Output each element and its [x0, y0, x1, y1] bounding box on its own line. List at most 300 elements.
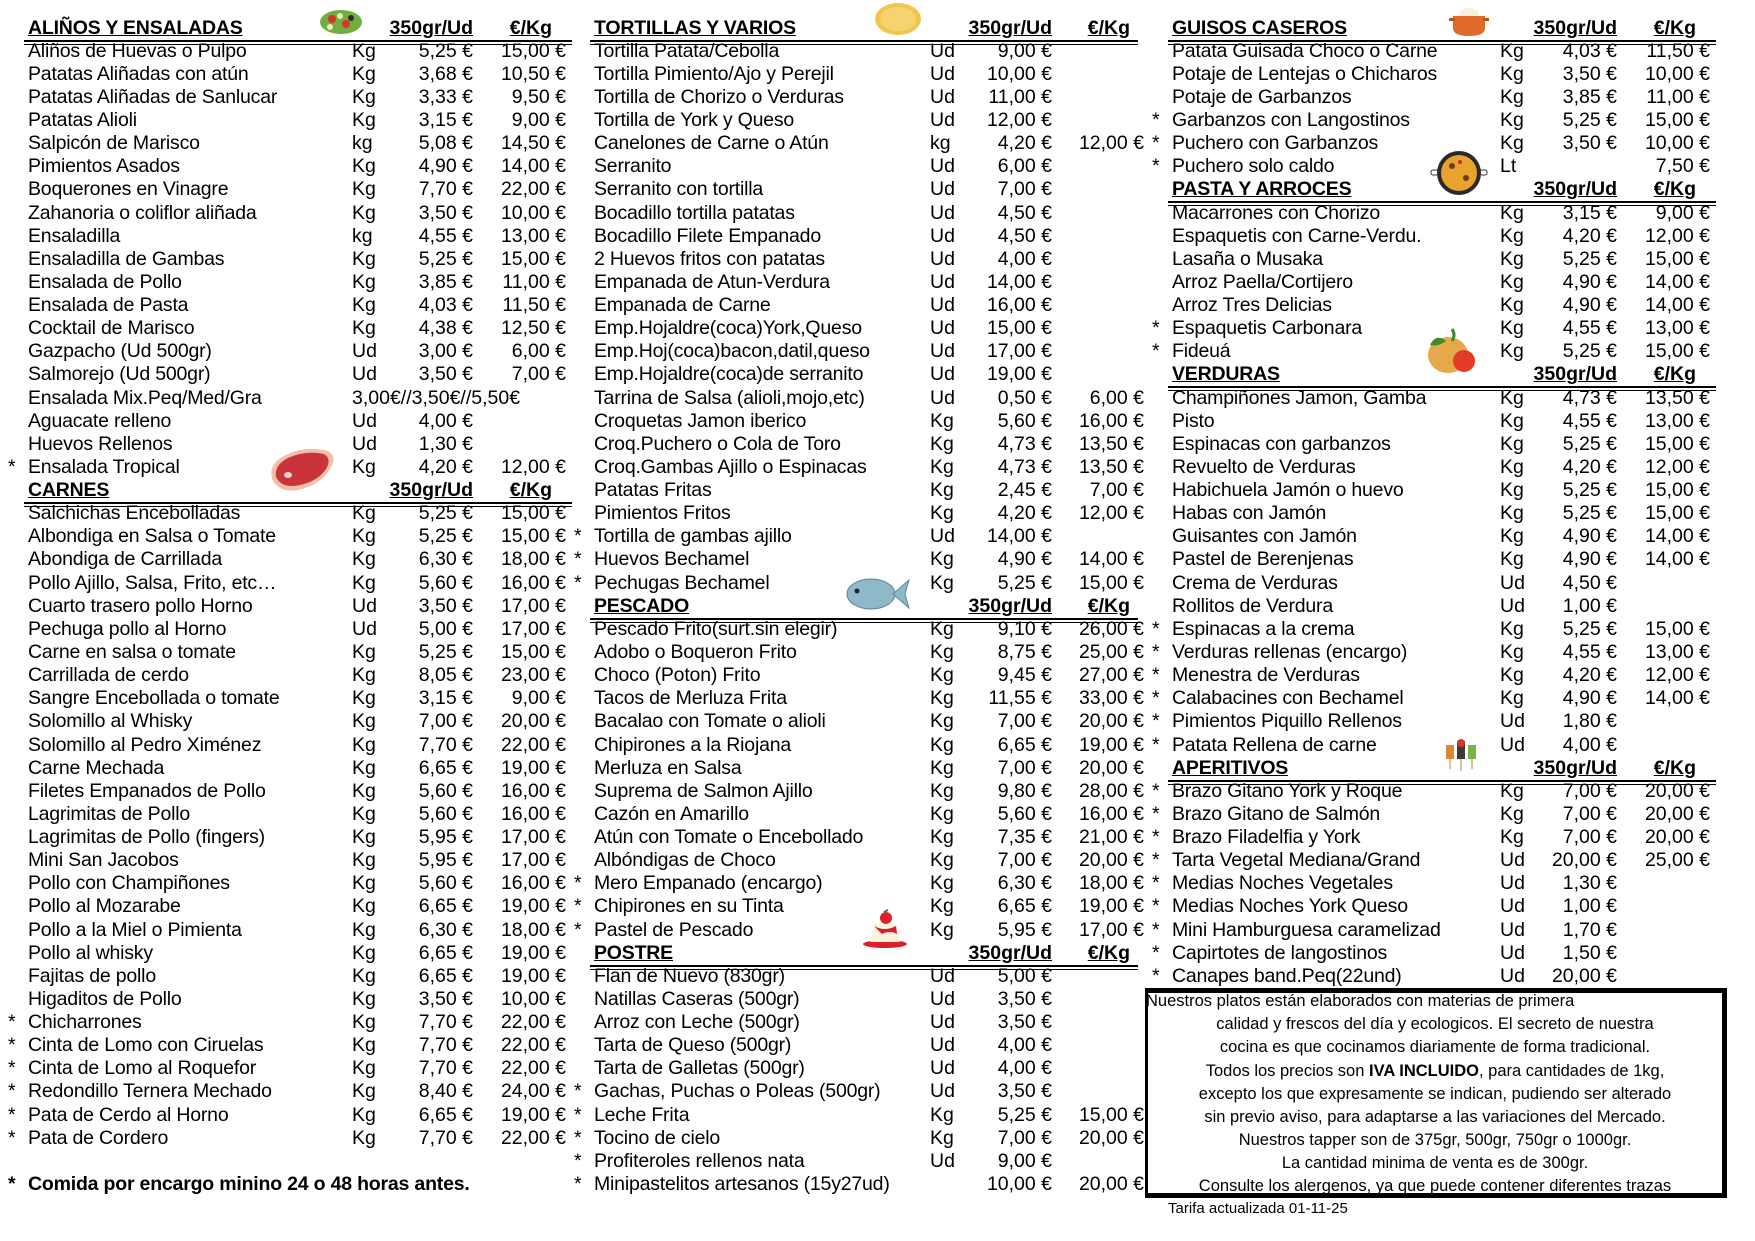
portion-price: 5,60 €	[997, 409, 1052, 432]
item-name: Aguacate relleno	[28, 409, 172, 432]
item-name: Capirtotes de langostinos	[1172, 941, 1388, 964]
item-name: Cocktail de Marisco	[28, 317, 195, 340]
menu-item	[28, 779, 588, 803]
item-unit: Kg	[352, 294, 376, 317]
item-unit: Kg	[352, 1126, 376, 1149]
portion-price: 20,00 €	[1551, 849, 1617, 872]
item-unit: Ud	[930, 109, 955, 132]
menu-item	[28, 756, 588, 780]
item-unit: Kg	[930, 1103, 954, 1126]
item-unit: Kg	[352, 455, 376, 478]
item-unit: Kg	[930, 432, 954, 455]
column-left	[8, 0, 574, 1241]
price-per-kg: 22,00 €	[500, 733, 566, 756]
portion-price: 7,00 €	[1562, 826, 1617, 849]
item-unit: Kg	[352, 502, 376, 525]
item-name: Habichuela Jamón o huevo	[1172, 479, 1404, 502]
price-per-kg: 15,00 €	[1644, 432, 1710, 455]
menu-item	[28, 62, 588, 86]
price-per-kg: 20,00 €	[1078, 1173, 1144, 1195]
portion-price: 4,73 €	[1562, 386, 1617, 409]
item-name: Patatas Aliñadas de Sanlucar	[28, 85, 278, 108]
price-per-kg: 12,00 €	[1644, 455, 1710, 478]
portion-price: 6,30 €	[418, 918, 473, 941]
portion-price: 3,33 €	[418, 85, 473, 108]
portion-price: 5,95 €	[997, 918, 1052, 941]
order-ahead-asterisk: *	[8, 1057, 16, 1080]
item-unit: Ud	[930, 1080, 955, 1103]
price-per-kg: 13,50 €	[1078, 432, 1144, 455]
portion-price: 15,00 €	[986, 317, 1052, 340]
price-per-kg: 20,00 €	[1078, 849, 1144, 872]
price-per-kg: 14,00 €	[1078, 548, 1144, 571]
price-per-kg: 15,00 €	[1644, 617, 1710, 640]
item-unit: Ud	[930, 1057, 955, 1080]
item-name: Bocadillo tortilla patatas	[594, 201, 795, 224]
skewers-icon	[1440, 735, 1480, 773]
menu-item	[594, 987, 1154, 1011]
item-name: Tortilla Patata/Cebolla	[594, 39, 780, 62]
item-name: Aliños de Huevas o Pulpo	[28, 39, 247, 62]
order-ahead-asterisk: *	[1152, 710, 1160, 733]
portion-price: 3,85 €	[1562, 85, 1617, 108]
portion-price: 4,00 €	[1562, 733, 1617, 756]
item-name: Tarrina de Salsa (alioli,mojo,etc)	[594, 386, 865, 409]
menu-item	[28, 617, 588, 641]
price-per-kg: 11,00 €	[1646, 85, 1710, 108]
item-unit: Kg	[930, 502, 954, 525]
item-unit: Kg	[930, 710, 954, 733]
menu-item	[8, 1079, 588, 1103]
portion-price: 5,25 €	[418, 39, 473, 62]
portion-price: 6,30 €	[997, 872, 1052, 895]
item-name: Revuelto de Verduras	[1172, 455, 1356, 478]
price-per-kg: 23,00 €	[500, 664, 566, 687]
item-unit: Kg	[930, 849, 954, 872]
portion-price: 6,00 €	[997, 155, 1052, 178]
price-per-kg: 15,00 €	[500, 641, 566, 663]
portion-price: 4,55 €	[1562, 641, 1617, 663]
price-per-kg-header: €/Kg	[509, 16, 552, 39]
item-name: Verduras rellenas (encargo)	[1172, 641, 1408, 663]
menu-item	[28, 131, 588, 155]
item-name: Carne en salsa o tomate	[28, 641, 236, 663]
menu-item	[28, 547, 588, 571]
item-unit: Kg	[352, 62, 376, 85]
portion-price: 5,25 €	[418, 247, 473, 270]
item-unit: Kg	[352, 733, 376, 756]
item-name: Potaje de Garbanzos	[1172, 85, 1352, 108]
price-per-kg: 21,00 €	[1078, 826, 1144, 849]
item-unit: Kg	[930, 918, 954, 941]
stew-pot-icon	[1448, 2, 1490, 38]
price-per-kg: 33,00 €	[1078, 687, 1144, 710]
item-name: Tortilla de Chorizo o Verduras	[594, 85, 844, 108]
item-name: Salchichas Encebolladas	[28, 502, 241, 525]
menu-item	[574, 524, 1154, 548]
menu-item	[1172, 409, 1732, 433]
item-name: Tortilla Pimiento/Ajo y Perejil	[594, 62, 834, 85]
portion-price: 4,20 €	[997, 132, 1052, 155]
item-name: Calabacines con Bechamel	[1172, 687, 1404, 710]
portion-price: 4,50 €	[997, 224, 1052, 247]
section-title: PASTA Y ARROCES	[1172, 178, 1352, 201]
portion-price: 7,00 €	[1562, 802, 1617, 825]
portion-price: 5,25 €	[1562, 617, 1617, 640]
item-name: Arroz Paella/Cortijero	[1172, 270, 1353, 293]
item-unit: Kg	[930, 664, 954, 687]
order-ahead-asterisk: *	[574, 872, 582, 895]
item-name: Abondiga de Carrillada	[28, 548, 222, 571]
item-unit: Ud	[1500, 964, 1525, 987]
portion-price: 6,30 €	[418, 548, 473, 571]
item-unit: Ud	[1500, 941, 1525, 964]
item-name: Emp.Hojaldre(coca)de serranito	[594, 363, 864, 386]
portion-price: 4,55 €	[1562, 409, 1617, 432]
menu-item	[594, 455, 1154, 479]
order-ahead-asterisk: *	[574, 895, 582, 918]
item-unit: Ud	[930, 294, 955, 317]
price-per-kg: 12,00 €	[1078, 132, 1144, 155]
price-per-kg: 20,00 €	[500, 710, 566, 733]
item-unit: Kg	[1500, 386, 1524, 409]
portion-price: 4,55 €	[418, 224, 473, 247]
portion-price: 7,00 €	[997, 1126, 1052, 1149]
item-name: Atún con Tomate o Encebollado	[594, 826, 864, 849]
menu-item	[1152, 617, 1732, 641]
menu-item	[594, 1033, 1154, 1057]
item-unit: Kg	[1500, 617, 1524, 640]
tortilla-icon	[874, 2, 922, 36]
order-ahead-asterisk: *	[1152, 340, 1160, 363]
portion-price: 3,50 €	[997, 987, 1052, 1010]
order-ahead-note	[8, 1172, 588, 1196]
price-per-kg: 19,00 €	[500, 895, 566, 918]
portion-price: 4,20 €	[418, 455, 473, 478]
item-name: Patatas Fritas	[594, 479, 712, 502]
item-unit: Kg	[1500, 132, 1524, 155]
item-name: Adobo o Boqueron Frito	[594, 641, 797, 663]
portion-price: 4,20 €	[997, 502, 1052, 525]
item-name: Espaquetis con Carne-Verdu.	[1172, 224, 1422, 247]
price-per-kg: 6,00 €	[511, 340, 566, 363]
portion-price: 6,65 €	[418, 941, 473, 964]
item-name: Pollo a la Miel o Pimienta	[28, 918, 242, 941]
order-ahead-asterisk: *	[574, 1103, 582, 1126]
item-name: Ensalada de Pollo	[28, 270, 182, 293]
item-unit: Ud	[930, 247, 955, 270]
item-name: Serranito	[594, 155, 672, 178]
item-unit: Ud	[930, 525, 955, 548]
menu-item	[594, 663, 1154, 687]
menu-item	[28, 709, 588, 733]
menu-item	[1152, 894, 1732, 918]
portion-price: 1,80 €	[1562, 710, 1617, 733]
order-ahead-asterisk: *	[1152, 872, 1160, 895]
order-ahead-asterisk: *	[574, 1149, 582, 1172]
item-unit: Ud	[352, 409, 377, 432]
portion-price: 4,00 €	[997, 1034, 1052, 1057]
order-ahead-asterisk: *	[1152, 918, 1160, 941]
price-per-kg: 14,50 €	[500, 132, 566, 155]
info-line: cocina es que cocinamos diariamente de forma tradicional.	[1219, 1038, 1651, 1056]
order-ahead-asterisk: *	[574, 1173, 582, 1195]
portion-price: 4,73 €	[997, 432, 1052, 455]
item-name: Redondillo Ternera Mechado	[28, 1080, 272, 1103]
item-unit: Kg	[352, 710, 376, 733]
menu-item	[1152, 802, 1732, 826]
item-name: Carrillada de cerdo	[28, 664, 189, 687]
item-name: Tacos de Merluza Frita	[594, 687, 787, 710]
item-unit: Ud	[352, 617, 377, 640]
info-line: Nuestros tapper son de 375gr, 500gr, 750gr o 1000gr.	[1238, 1131, 1632, 1149]
order-ahead-asterisk: *	[8, 455, 16, 478]
menu-item	[594, 85, 1154, 109]
portion-price: 5,25 €	[997, 571, 1052, 594]
price-per-kg: 16,00 €	[500, 571, 566, 594]
price-per-kg: 18,00 €	[1078, 872, 1144, 895]
portion-price: 10,00 €	[986, 62, 1052, 85]
portion-price: 3,50 €	[418, 594, 473, 617]
menu-item	[28, 247, 588, 271]
order-ahead-asterisk: *	[1152, 779, 1160, 802]
order-ahead-asterisk: *	[574, 1080, 582, 1103]
menu-item	[1152, 871, 1732, 895]
price-per-kg-header: €/Kg	[1653, 178, 1696, 201]
menu-item	[1172, 39, 1732, 63]
item-unit: Ud	[1500, 571, 1525, 594]
portion-price: 4,00 €	[997, 1057, 1052, 1080]
column-middle	[574, 0, 1144, 1241]
section-title: VERDURAS	[1172, 363, 1280, 386]
menu-item	[28, 154, 588, 178]
menu-item	[1172, 594, 1732, 618]
order-ahead-asterisk: *	[1152, 155, 1160, 178]
info-notice-box	[1145, 988, 1727, 1198]
item-unit: kg	[352, 224, 373, 247]
item-unit: Ud	[1500, 594, 1525, 617]
menu-item	[1172, 85, 1732, 109]
item-unit: Lt	[1500, 155, 1517, 178]
portion-price: 4,20 €	[1562, 664, 1617, 687]
portion-price: 4,73 €	[997, 455, 1052, 478]
portion-price: 3,15 €	[418, 109, 473, 132]
item-name: Sangre Encebollada o tomate	[28, 687, 280, 710]
item-name: Huevos Rellenos	[28, 432, 173, 455]
price-per-kg: 16,00 €	[1078, 802, 1144, 825]
price-per-kg: 15,00 €	[500, 247, 566, 270]
portion-price: 7,00 €	[997, 710, 1052, 733]
price-per-kg: 15,00 €	[500, 39, 566, 62]
order-ahead-asterisk: *	[574, 548, 582, 571]
info-line: Nuestros platos están elaborados con materias de primera	[1146, 992, 1575, 1010]
item-unit: Kg	[1500, 502, 1524, 525]
item-unit: Kg	[930, 756, 954, 779]
item-unit: Kg	[1500, 294, 1524, 317]
item-unit: Kg	[1500, 525, 1524, 548]
item-name: Filetes Empanados de Pollo	[28, 779, 266, 802]
price-per-kg: 19,00 €	[500, 941, 566, 964]
item-unit: Kg	[352, 317, 376, 340]
menu-item	[1172, 270, 1732, 294]
item-name: Brazo Gitano de Salmón	[1172, 802, 1381, 825]
order-ahead-asterisk: *	[8, 1080, 16, 1103]
portion-price: 10,00 €	[986, 1173, 1052, 1195]
menu-item	[8, 1033, 588, 1057]
menu-item	[594, 432, 1154, 456]
menu-item	[594, 478, 1154, 502]
item-unit: Kg	[352, 964, 376, 987]
item-unit: Kg	[930, 779, 954, 802]
portion-price: 2,45 €	[997, 479, 1052, 502]
portion-price: 1,00 €	[1562, 895, 1617, 918]
portion-price: 5,60 €	[418, 571, 473, 594]
menu-item	[1172, 62, 1732, 86]
menu-item	[28, 941, 588, 965]
portion-price-header: 350gr/Ud	[1533, 178, 1617, 201]
price-per-kg: 25,00 €	[1078, 641, 1144, 663]
menu-item	[28, 663, 588, 687]
item-name: Empanada de Atun-Verdura	[594, 270, 830, 293]
item-unit: Kg	[930, 802, 954, 825]
menu-item	[28, 293, 588, 317]
item-name: Lagrimitas de Pollo (fingers)	[28, 826, 265, 849]
menu-item	[594, 154, 1154, 178]
item-name: Pata de Cerdo al Horno	[28, 1103, 229, 1126]
item-name: Crema de Verduras	[1172, 571, 1338, 594]
item-name: Tarta de Galletas (500gr)	[594, 1057, 805, 1080]
item-unit: Kg	[352, 872, 376, 895]
menu-item	[28, 270, 588, 294]
order-ahead-asterisk: *	[8, 1173, 16, 1195]
item-unit: Kg	[1500, 687, 1524, 710]
menu-item	[1172, 247, 1732, 271]
portion-price: 5,60 €	[418, 872, 473, 895]
menu-item	[1152, 108, 1732, 132]
item-name: Tortilla de gambas ajillo	[594, 525, 792, 548]
item-unit: Ud	[1500, 872, 1525, 895]
item-name: Chipirones a la Riojana	[594, 733, 792, 756]
portion-price-header: 350gr/Ud	[968, 941, 1052, 964]
portion-price: 14,00 €	[986, 270, 1052, 293]
menu-item	[28, 571, 588, 595]
portion-price: 1,30 €	[1562, 872, 1617, 895]
price-per-kg: 20,00 €	[1078, 710, 1144, 733]
menu-item	[28, 987, 588, 1011]
portion-price-header: 350gr/Ud	[968, 594, 1052, 617]
item-unit: Kg	[1500, 224, 1524, 247]
portion-price: 7,70 €	[418, 733, 473, 756]
menu-item	[1152, 640, 1732, 664]
item-name: Fajitas de pollo	[28, 964, 156, 987]
price-per-kg: 13,00 €	[1644, 641, 1710, 663]
fish-icon	[845, 572, 911, 616]
portion-price: 4,00 €	[418, 409, 473, 432]
menu-item	[1152, 686, 1732, 710]
item-unit: Kg	[1500, 317, 1524, 340]
portion-price: 5,25 €	[1562, 247, 1617, 270]
portion-price: 4,38 €	[418, 317, 473, 340]
item-name: Albóndigas de Choco	[594, 849, 776, 872]
menu-item	[28, 409, 588, 433]
order-ahead-asterisk: *	[8, 1011, 16, 1034]
price-per-kg: 7,00 €	[511, 363, 566, 386]
price-per-kg-header: €/Kg	[509, 479, 552, 502]
menu-item	[594, 201, 1154, 225]
menu-item	[28, 594, 588, 618]
menu-item	[8, 1010, 588, 1034]
portion-price: 5,60 €	[997, 802, 1052, 825]
menu-item	[594, 709, 1154, 733]
order-ahead-asterisk: *	[1152, 733, 1160, 756]
item-unit: Kg	[1500, 664, 1524, 687]
item-unit: Kg	[352, 85, 376, 108]
order-ahead-asterisk: *	[574, 1126, 582, 1149]
item-name: Canapes band.Peq(22und)	[1172, 964, 1402, 987]
menu-item	[28, 501, 588, 525]
item-name: 2 Huevos fritos con patatas	[594, 247, 825, 270]
menu-item	[1172, 571, 1732, 595]
item-name: Pisto	[1172, 409, 1215, 432]
menu-item	[28, 177, 588, 201]
price-per-kg: 12,00 €	[1644, 664, 1710, 687]
item-name: Croq.Gambas Ajillo o Espinacas	[594, 455, 867, 478]
menu-item	[594, 733, 1154, 757]
menu-item	[594, 640, 1154, 664]
item-name: Boquerones en Vinagre	[28, 178, 229, 201]
item-name: Pollo con Champiñones	[28, 872, 230, 895]
info-line: excepto los que expresamente se indican, pudiendo ser alterado	[1198, 1085, 1672, 1103]
menu-item	[594, 224, 1154, 248]
portion-price: 5,25 €	[1562, 109, 1617, 132]
portion-price: 4,90 €	[1562, 687, 1617, 710]
portion-price: 7,00 €	[997, 178, 1052, 201]
item-name: Patata Rellena de carne	[1172, 733, 1377, 756]
order-ahead-asterisk: *	[1152, 964, 1160, 987]
item-name: Medias Noches York Queso	[1172, 895, 1408, 918]
item-name: Ensaladilla de Gambas	[28, 247, 225, 270]
portion-price: 4,20 €	[1562, 224, 1617, 247]
item-unit: Kg	[352, 571, 376, 594]
price-per-kg: 10,00 €	[1644, 62, 1710, 85]
menu-item	[28, 339, 588, 363]
price-per-kg: 17,00 €	[500, 594, 566, 617]
item-unit: Ud	[352, 432, 377, 455]
menu-item	[574, 1149, 1154, 1173]
item-name: Brazo Filadelfia y York	[1172, 826, 1361, 849]
item-unit: Kg	[930, 641, 954, 663]
info-line: Consulte los alergenos, ya que puede contener diferentes trazas	[1198, 1177, 1672, 1195]
item-name: Solomillo al Whisky	[28, 710, 193, 733]
item-name: Menestra de Verduras	[1172, 664, 1360, 687]
menu-item	[8, 1056, 588, 1080]
dessert-icon	[860, 908, 910, 950]
item-name: Pollo Ajillo, Salsa, Frito, etc…	[28, 571, 277, 594]
order-ahead-asterisk: *	[8, 1034, 16, 1057]
price-per-kg: 15,00 €	[1078, 571, 1144, 594]
menu-item	[28, 686, 588, 710]
item-name: Cinta de Lomo con Ciruelas	[28, 1034, 264, 1057]
portion-price: 4,90 €	[1562, 525, 1617, 548]
item-name: Bacalao con Tomate o alioli	[594, 710, 826, 733]
portion-price: 9,80 €	[997, 779, 1052, 802]
price-per-kg: 10,50 €	[500, 62, 566, 85]
item-unit: Ud	[930, 964, 955, 987]
item-name: Flan de Nuevo (830gr)	[594, 964, 785, 987]
item-name: Ensalada Mix.Peq/Med/Gra	[28, 386, 262, 409]
item-unit: Ud	[1500, 849, 1525, 872]
info-line: La cantidad minima de venta es de 300gr.	[1281, 1154, 1589, 1172]
